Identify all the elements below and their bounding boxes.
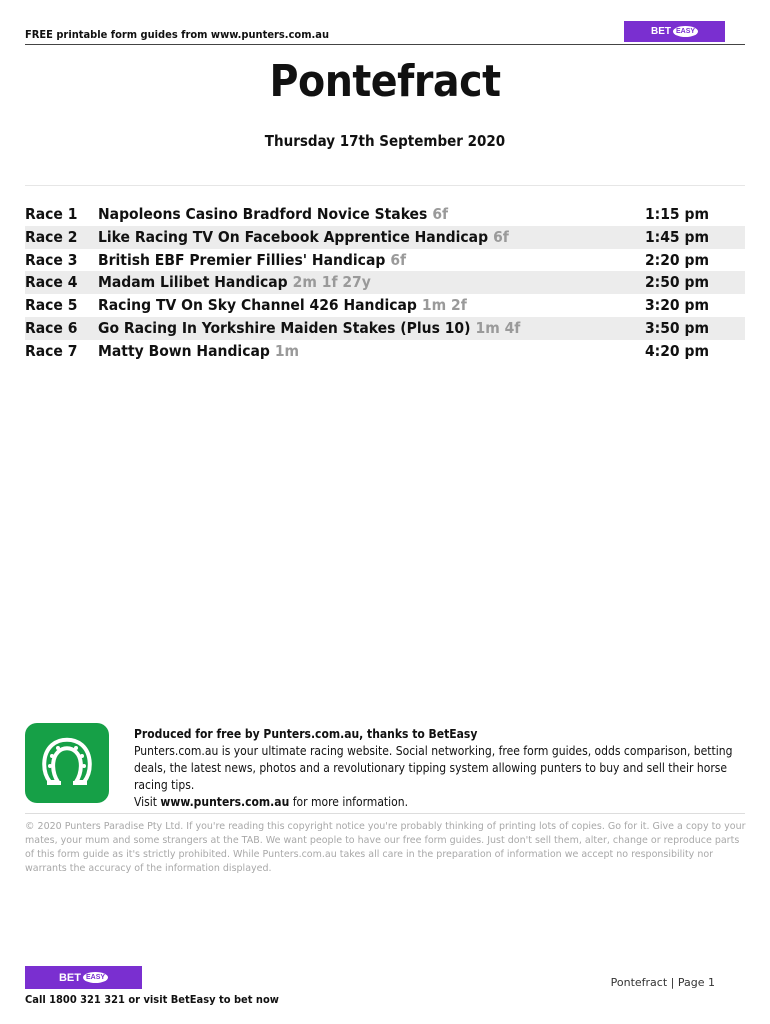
race-name: Go Racing In Yorkshire Maiden Stakes (Plus 10) — [98, 318, 471, 337]
logo-easy-badge: EASY — [83, 972, 108, 983]
race-number: Race 1 — [25, 205, 78, 223]
race-number: Race 6 — [25, 318, 78, 337]
race-number: Race 3 — [25, 250, 78, 269]
race-name-wrap — [98, 249, 406, 272]
race-name-wrap — [98, 340, 299, 363]
page-footer-label: Pontefract | Page 1 — [610, 976, 715, 989]
promo-title: Produced for free by Punters.com.au, thanks to BetEasy — [134, 727, 478, 741]
promo-divider — [25, 813, 745, 814]
race-row — [25, 203, 745, 226]
race-name: British EBF Premier Fillies' Handicap — [98, 250, 386, 269]
race-time: 2:20 pm — [644, 250, 709, 269]
race-time: 3:50 pm — [644, 318, 709, 337]
race-distance: 6f — [493, 227, 509, 246]
promo-block — [134, 726, 746, 811]
header-text: FREE printable form guides from www.punters.com.au — [25, 28, 330, 41]
visit-suffix: for more information. — [292, 795, 409, 809]
header-divider — [25, 44, 745, 45]
copyright-notice: © 2020 Punters Paradise Pty Ltd. If you're reading this copyright notice you're probably thinking of printing lots of copies. Go for it. Give a copy to your mates, your mum and some strangers at the TAB. We want people to have our free form guides. Just don't sell them, alter, change or reproduce parts of this form guide as it's strictly prohibited. While Punters.com.au takes all care in the preparation of information we accept no responsibility nor warrants the accuracy of the information displayed. — [25, 821, 746, 874]
race-distance: 1m 2f — [421, 296, 467, 315]
visit-url-link[interactable]: www.punters.com.au — [160, 795, 290, 809]
race-distance: 6f — [390, 250, 407, 269]
race-name: Madam Lilibet Handicap — [98, 273, 288, 292]
race-number: Race 4 — [25, 273, 78, 292]
betea-logo-top[interactable] — [624, 21, 725, 42]
race-row — [25, 271, 745, 294]
race-distance: 1m — [274, 341, 300, 360]
call-to-action: Call 1800 321 321 or visit BetEasy to bet now — [25, 993, 279, 1006]
race-number: Race 2 — [25, 227, 78, 246]
race-number: Race 7 — [25, 341, 78, 360]
race-time: 1:45 pm — [644, 227, 709, 246]
logo-bet-text: BET — [58, 971, 81, 984]
venue-title: Pontefract — [269, 56, 501, 107]
race-distance: 6f — [432, 205, 449, 223]
race-list — [25, 203, 745, 363]
race-time: 1:15 pm — [644, 205, 709, 223]
horseshoe-icon — [36, 732, 98, 794]
punters-app-icon — [25, 723, 109, 803]
race-name-wrap — [98, 271, 371, 294]
race-name: Like Racing TV On Facebook Apprentice Handicap — [98, 227, 489, 246]
race-row — [25, 226, 745, 249]
race-number: Race 5 — [25, 296, 78, 315]
betea-logo-bottom[interactable] — [25, 966, 142, 989]
race-name: Racing TV On Sky Channel 426 Handicap — [98, 296, 417, 315]
race-distance: 1m 4f — [475, 318, 521, 337]
race-name-wrap — [98, 317, 520, 340]
race-row — [25, 340, 745, 363]
race-row — [25, 249, 745, 272]
promo-visit — [134, 794, 746, 811]
meeting-date: Thursday 17th September 2020 — [264, 132, 506, 150]
race-name: Napoleons Casino Bradford Novice Stakes — [98, 205, 428, 223]
race-time: 2:50 pm — [644, 273, 709, 292]
race-time: 4:20 pm — [644, 341, 709, 360]
promo-body: Punters.com.au is your ultimate racing website. Social networking, free form guides, odds comparison, betting deals, the latest news, photos and a revolutionary tipping system allowing punters to buy and sell their horse racing tips. — [134, 744, 733, 792]
race-distance: 2m 1f 27y — [292, 273, 371, 292]
race-time: 3:20 pm — [644, 296, 709, 315]
race-name-wrap — [98, 226, 509, 249]
section-divider — [25, 185, 745, 186]
visit-prefix: Visit — [134, 795, 157, 809]
race-name: Matty Bown Handicap — [98, 341, 270, 360]
race-name-wrap — [98, 294, 467, 317]
race-row — [25, 317, 745, 340]
race-row — [25, 294, 745, 317]
logo-easy-badge: EASY — [673, 26, 698, 37]
race-name-wrap — [98, 203, 448, 226]
logo-bet-text: BET — [650, 26, 671, 37]
